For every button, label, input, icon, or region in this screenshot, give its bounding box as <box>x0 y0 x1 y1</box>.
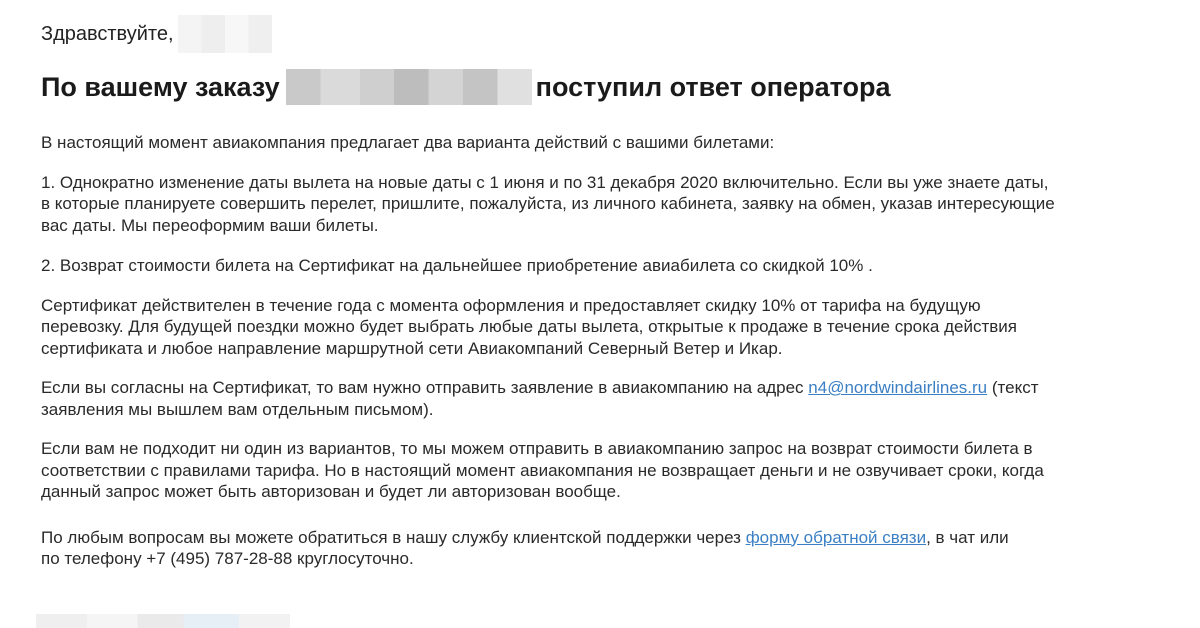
support-line-2: по телефону +7 (495) 787-28-88 круглосуточно. <box>41 549 414 568</box>
intro-paragraph: В настоящий момент авиакомпания предлагает два варианта действий с вашими билетами: <box>41 133 775 152</box>
support-text-after: , в чат или <box>926 527 1009 547</box>
message-body <box>41 132 1181 570</box>
support-text-before: По любым вопросам вы можете обратиться в нашу службу клиентской поддержки через <box>41 527 746 547</box>
feedback-form-link[interactable]: форму обратной связи <box>745 527 927 547</box>
headline-suffix: поступил ответ оператора <box>535 72 891 102</box>
email-body <box>41 14 1181 570</box>
greeting-line <box>41 14 1181 54</box>
option-2-paragraph: 2. Возврат стоимости билета на Сертификат на дальнейшее приобретение авиабилета со скидкой 10% . <box>41 256 873 275</box>
certificate-line-2: перевозку. Для будущей поездки можно будет выбрать любые даты вылета, открытые к продаже в течение срока действия <box>41 317 1017 336</box>
refund-line-2: соответствии с правилами тарифа. Но в настоящий момент авиакомпания не возвращает деньги и не озвучивает сроки, когда <box>41 460 1044 480</box>
option-1-paragraph <box>41 172 1181 237</box>
agree-text-after: (текст <box>987 378 1039 397</box>
redacted-signature <box>36 614 290 628</box>
refund-line-1: Если вам не подходит ни один из вариантов, то мы можем отправить в авиакомпанию запрос на возврат стоимости билета в <box>41 439 1033 458</box>
agree-text-before: Если вы согласны на Сертификат, то вам нужно отправить заявление в авиакомпанию на адрес <box>41 378 809 397</box>
agree-line-2: заявления мы вышлем вам отдельным письмом). <box>41 399 434 419</box>
email-headline <box>41 67 1181 107</box>
headline-prefix: По вашему заказу <box>41 72 280 102</box>
certificate-line-1: Сертификат действителен в течение года с момента оформления и предоставляет скидку 10% от тарифа на будущую <box>41 295 981 315</box>
greeting-text: Здравствуйте, <box>41 23 174 45</box>
redacted-customer-name <box>178 15 272 53</box>
option-1-line-2: в которые планируете совершить перелет, пришлите, пожалуйста, из личного кабинета, заявку на обмен, указав интересующие <box>41 194 1055 213</box>
refund-line-3: данный запрос может быть авторизован и будет ли авторизован вообще. <box>41 482 621 501</box>
certificate-line-3: сертификата и любое направление маршрутной сети Авиакомпаний Северный Ветер и Икар. <box>41 338 783 358</box>
airline-email-link[interactable]: n4@nordwindairlines.ru <box>808 378 988 397</box>
option-1-line-1: 1. Однократно изменение даты вылета на новые даты с 1 июня и по 31 декабря 2020 включительно. Если вы уже знаете даты, <box>41 172 1049 192</box>
option-1-line-3: вас даты. Мы переоформим ваши билеты. <box>41 215 379 235</box>
refund-paragraph <box>41 438 1181 503</box>
certificate-request-paragraph <box>41 377 1181 420</box>
certificate-paragraph <box>41 295 1181 360</box>
support-paragraph <box>41 527 1181 570</box>
redacted-order-number <box>286 69 532 105</box>
